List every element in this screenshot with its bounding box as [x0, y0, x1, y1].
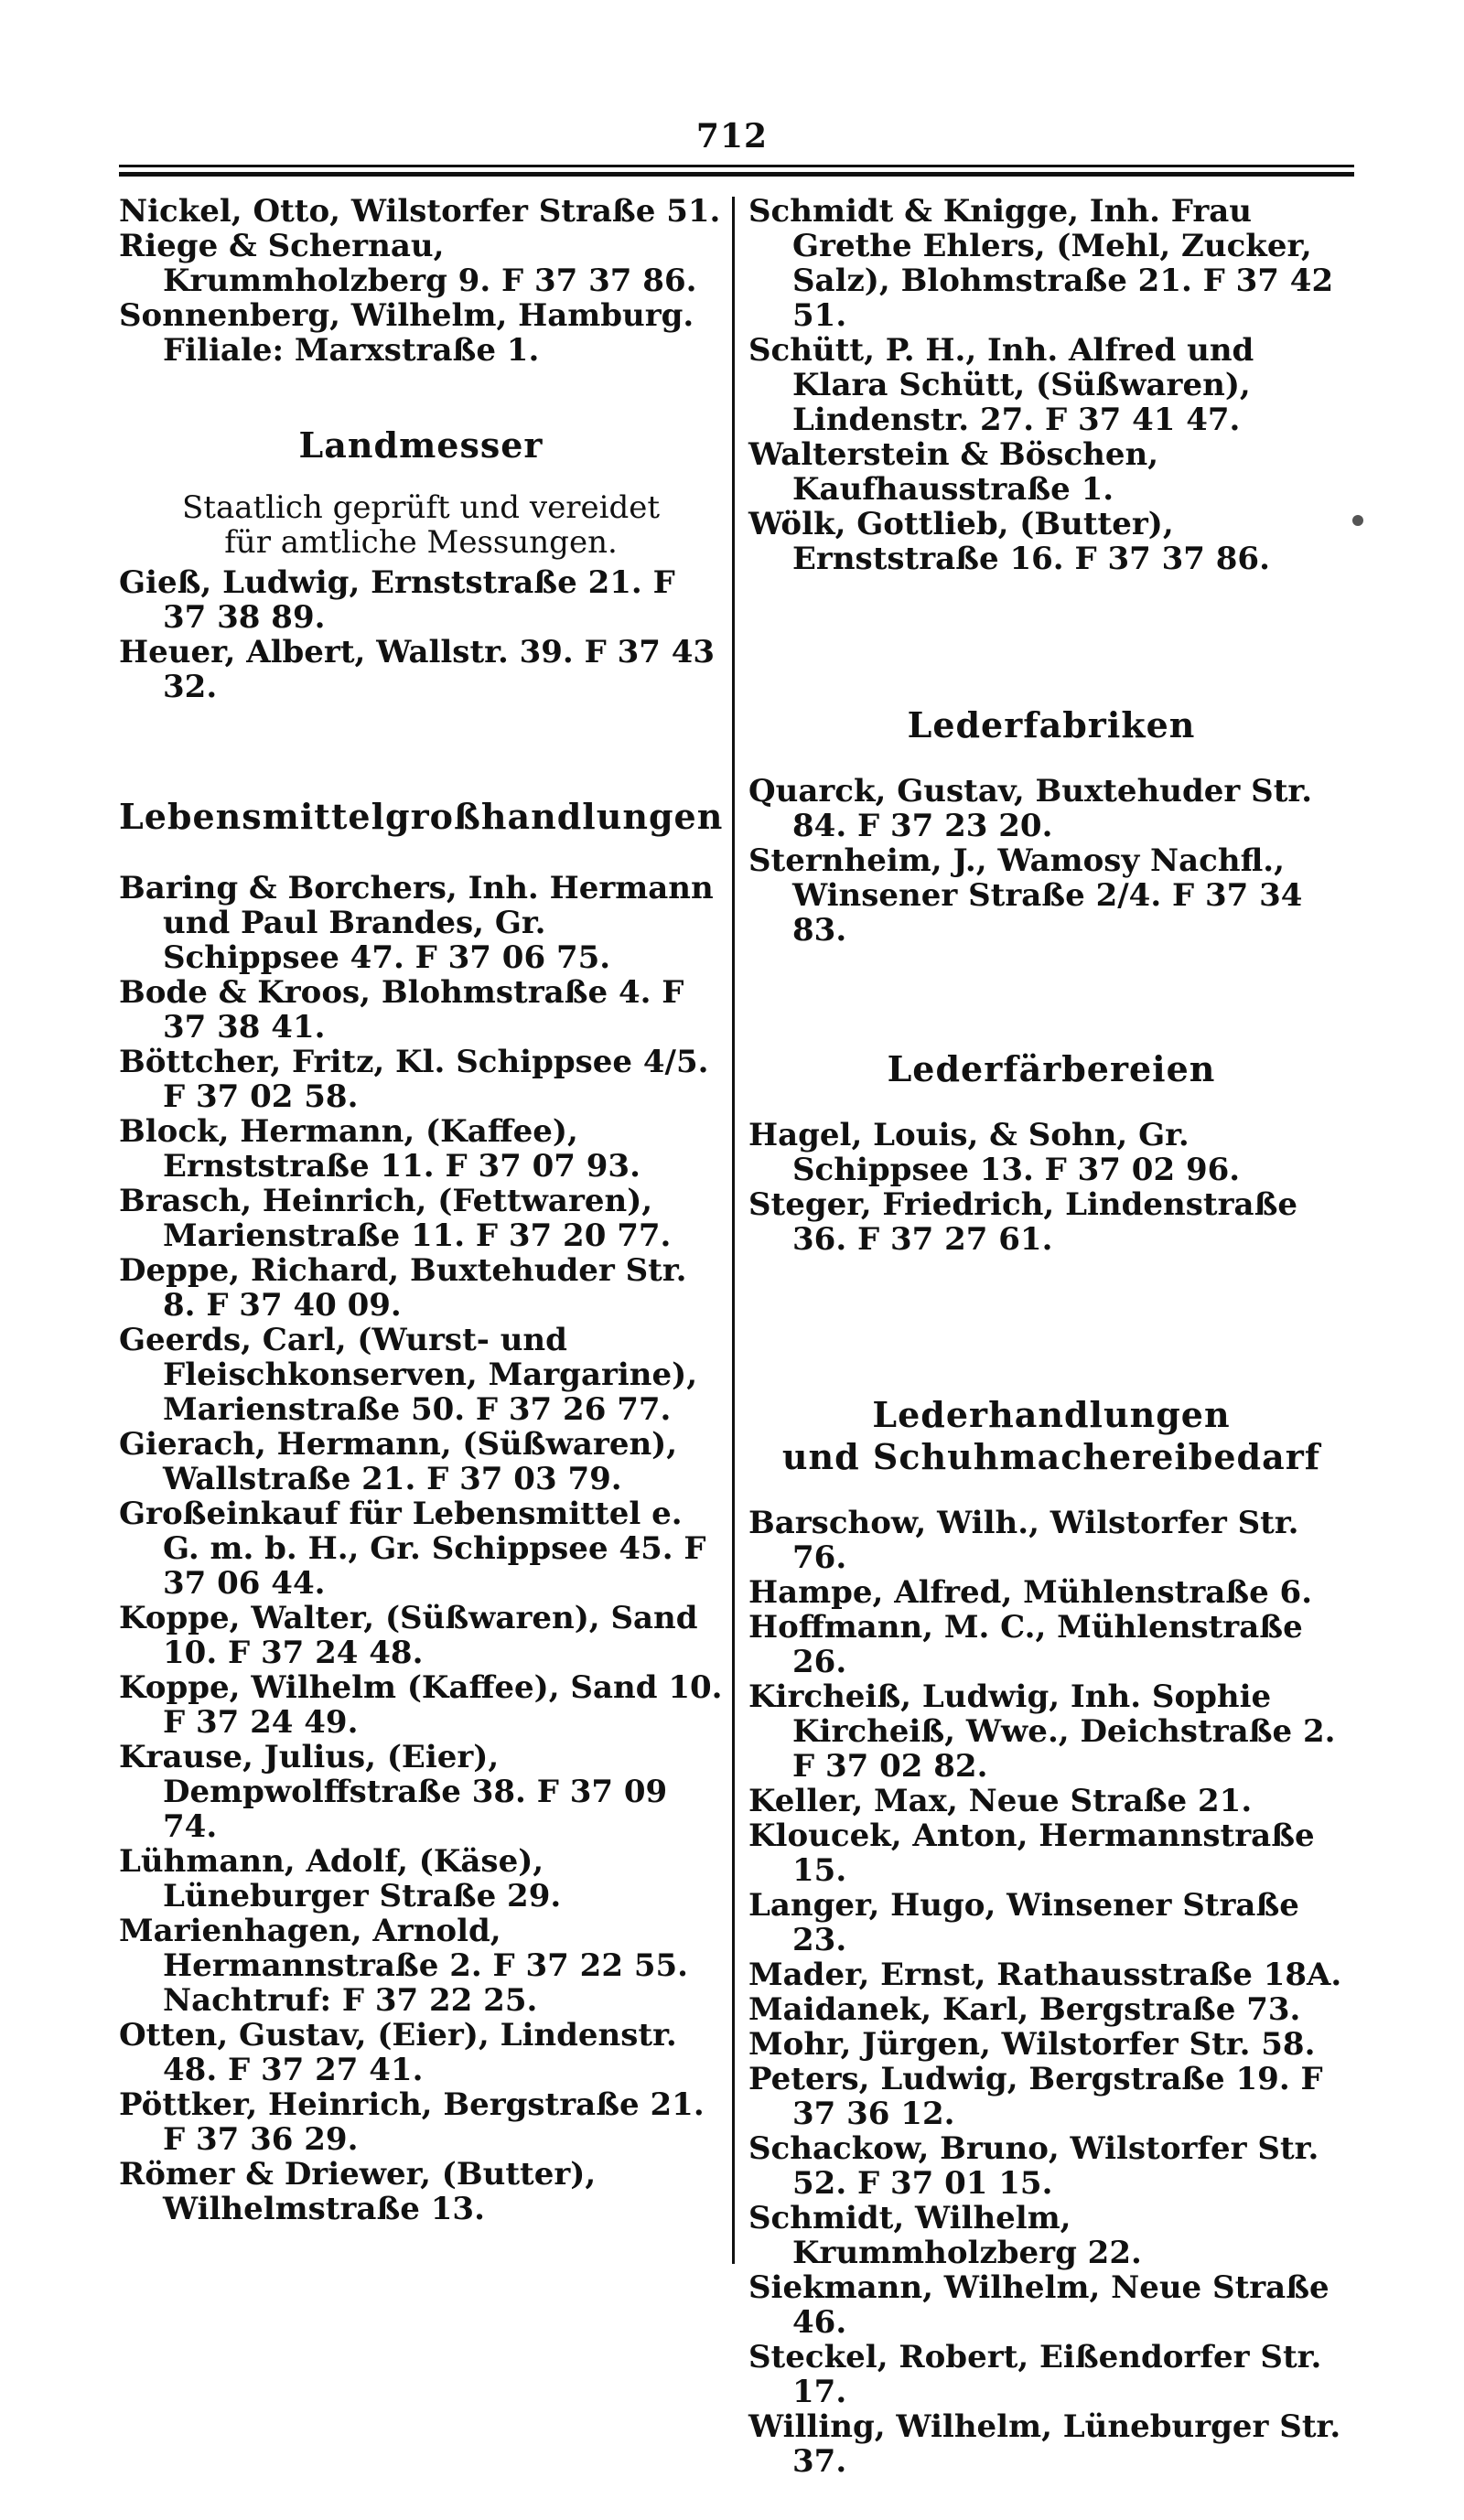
directory-entry: Keller, Max, Neue Straße 21.: [748, 1783, 1253, 1819]
directory-entry: Deppe, Richard, Buxtehuder Str. 8. F 37 40 09.: [119, 1252, 687, 1324]
directory-entry: Sonnenberg, Wilhelm, Hamburg. Filiale: Marxstraße 1.: [119, 297, 694, 369]
directory-entry: Hoffmann, M. C., Mühlenstraße 26.: [748, 1609, 1303, 1680]
directory-entry: Willing, Wilhelm, Lüneburger Str. 37.: [748, 2408, 1341, 2480]
page-number: 712: [695, 117, 769, 155]
directory-entry: Großeinkauf für Lebensmittel e. G. m. b. H., Gr. Schippsee 45. F 37 06 44.: [119, 1496, 706, 1602]
heading-line: Lederhandlungen: [872, 1394, 1231, 1435]
right-column: [748, 194, 1354, 2479]
directory-entry: Pöttker, Heinrich, Bergstraße 21. F 37 36 29.: [119, 2086, 705, 2158]
directory-entry: Wölk, Gottlieb, (Butter), Ernststraße 16. F 37 37 86.: [748, 506, 1270, 577]
heading-line: und Schuhmachereibedarf: [781, 1436, 1321, 1477]
directory-entry: Bode & Kroos, Blohmstraße 4. F 37 38 41.: [119, 974, 684, 1046]
directory-entry: Marienhagen, Arnold, Hermannstraße 2. F 37 22 55. Nachtruf: F 37 22 25.: [119, 1913, 688, 2019]
section-heading-lebensmittel: Lebensmittelgroßhandlungen: [119, 796, 724, 837]
landmesser-subtext-line: für amtliche Messungen.: [224, 524, 618, 561]
directory-entry: Siekmann, Wilhelm, Neue Straße 46.: [748, 2269, 1329, 2341]
section-heading-landmesser: Landmesser: [298, 424, 544, 466]
section-heading-lederfabriken: Lederfabriken: [907, 704, 1196, 745]
directory-entry: Schmidt & Knigge, Inh. Frau Grethe Ehlers, (Mehl, Zucker, Salz), Blohmstraße 21. F 37 42 51.: [748, 193, 1334, 334]
directory-entry: Hagel, Louis, & Sohn, Gr. Schippsee 13. F 37 02 96.: [748, 1117, 1241, 1188]
directory-entry: Steckel, Robert, Eißendorfer Str. 17.: [748, 2339, 1322, 2410]
directory-entry: Böttcher, Fritz, Kl. Schippsee 4/5. F 37 02 58.: [119, 1044, 709, 1115]
header-rule-thick: [119, 172, 1354, 177]
directory-entry: Sternheim, J., Wamosy Nachfl., Winsener Straße 2/4. F 37 34 83.: [748, 842, 1303, 949]
directory-entry: Riege & Schernau, Krummholzberg 9. F 37 37 86.: [119, 228, 697, 299]
directory-entry: Gieß, Ludwig, Ernststraße 21. F 37 38 89.: [119, 564, 675, 636]
directory-entry: Nickel, Otto, Wilstorfer Straße 51.: [119, 193, 721, 230]
header-rule-thin: [119, 165, 1354, 167]
directory-entry: Mohr, Jürgen, Wilstorfer Str. 58.: [748, 2026, 1316, 2063]
column-divider: [732, 197, 735, 2264]
directory-entry: Barschow, Wilh., Wilstorfer Str. 76.: [748, 1505, 1299, 1576]
directory-entry: Schmidt, Wilhelm, Krummholzberg 22.: [748, 2200, 1142, 2271]
directory-entry: Koppe, Walter, (Süßwaren), Sand 10. F 37 24 48.: [119, 1600, 698, 1671]
directory-entry: Kloucek, Anton, Hermannstraße 15.: [748, 1818, 1315, 1889]
directory-entry: Kircheiß, Ludwig, Inh. Sophie Kircheiß, Wwe., Deichstraße 2. F 37 02 82.: [748, 1678, 1336, 1785]
directory-entry: Quarck, Gustav, Buxtehuder Str. 84. F 37 23 20.: [748, 773, 1313, 844]
directory-entry: Walterstein & Böschen, Kaufhausstraße 1.: [748, 436, 1159, 508]
directory-entry: Römer & Driewer, (Butter), Wilhelmstraße 13.: [119, 2156, 597, 2227]
directory-entry: Baring & Borchers, Inh. Hermann und Paul Brandes, Gr. Schippsee 47. F 37 06 75.: [119, 870, 714, 976]
directory-entry: Brasch, Heinrich, (Fettwaren), Marienstraße 11. F 37 20 77.: [119, 1183, 672, 1254]
directory-entry: Heuer, Albert, Wallstr. 39. F 37 43 32.: [119, 634, 716, 705]
left-column: [119, 194, 723, 2226]
directory-entry: Gierach, Hermann, (Süßwaren), Wallstraße 21. F 37 03 79.: [119, 1426, 678, 1497]
directory-entry: Koppe, Wilhelm (Kaffee), Sand 10. F 37 24 49.: [119, 1669, 723, 1741]
directory-entry: Krause, Julius, (Eier), Dempwolffstraße 38. F 37 09 74.: [119, 1739, 668, 1845]
landmesser-subtext-line: Staatlich geprüft und vereidet: [181, 489, 660, 526]
section-heading-lederhandlungen: [748, 1394, 1354, 1478]
directory-entry: Geerds, Carl, (Wurst- und Fleischkonserven, Margarine), Marienstraße 50. F 37 26 77.: [119, 1322, 698, 1428]
directory-entry: Schackow, Bruno, Wilstorfer Str. 52. F 37 01 15.: [748, 2130, 1319, 2202]
directory-entry: Langer, Hugo, Winsener Straße 23.: [748, 1887, 1299, 1958]
directory-entry: Schütt, P. H., Inh. Alfred und Klara Schütt, (Süßwaren), Lindenstr. 27. F 37 41 47.: [748, 332, 1254, 438]
directory-entry: Hampe, Alfred, Mühlenstraße 6.: [748, 1574, 1313, 1611]
directory-entry: Maidanek, Karl, Bergstraße 73.: [748, 1991, 1301, 2028]
directory-entry: Steger, Friedrich, Lindenstraße 36. F 37 27 61.: [748, 1186, 1298, 1258]
directory-entry: Lühmann, Adolf, (Käse), Lüneburger Straße 29.: [119, 1843, 562, 1914]
section-heading-lederfaerbereien: Lederfärbereien: [887, 1048, 1216, 1089]
directory-entry: Mader, Ernst, Rathausstraße 18A.: [748, 1957, 1342, 1993]
directory-entry: Block, Hermann, (Kaffee), Ernststraße 11. F 37 07 93.: [119, 1113, 640, 1185]
directory-entry: Peters, Ludwig, Bergstraße 19. F 37 36 12.: [748, 2061, 1323, 2132]
directory-entry: Otten, Gustav, (Eier), Lindenstr. 48. F 37 27 41.: [119, 2017, 677, 2088]
landmesser-subtext: [119, 490, 723, 560]
